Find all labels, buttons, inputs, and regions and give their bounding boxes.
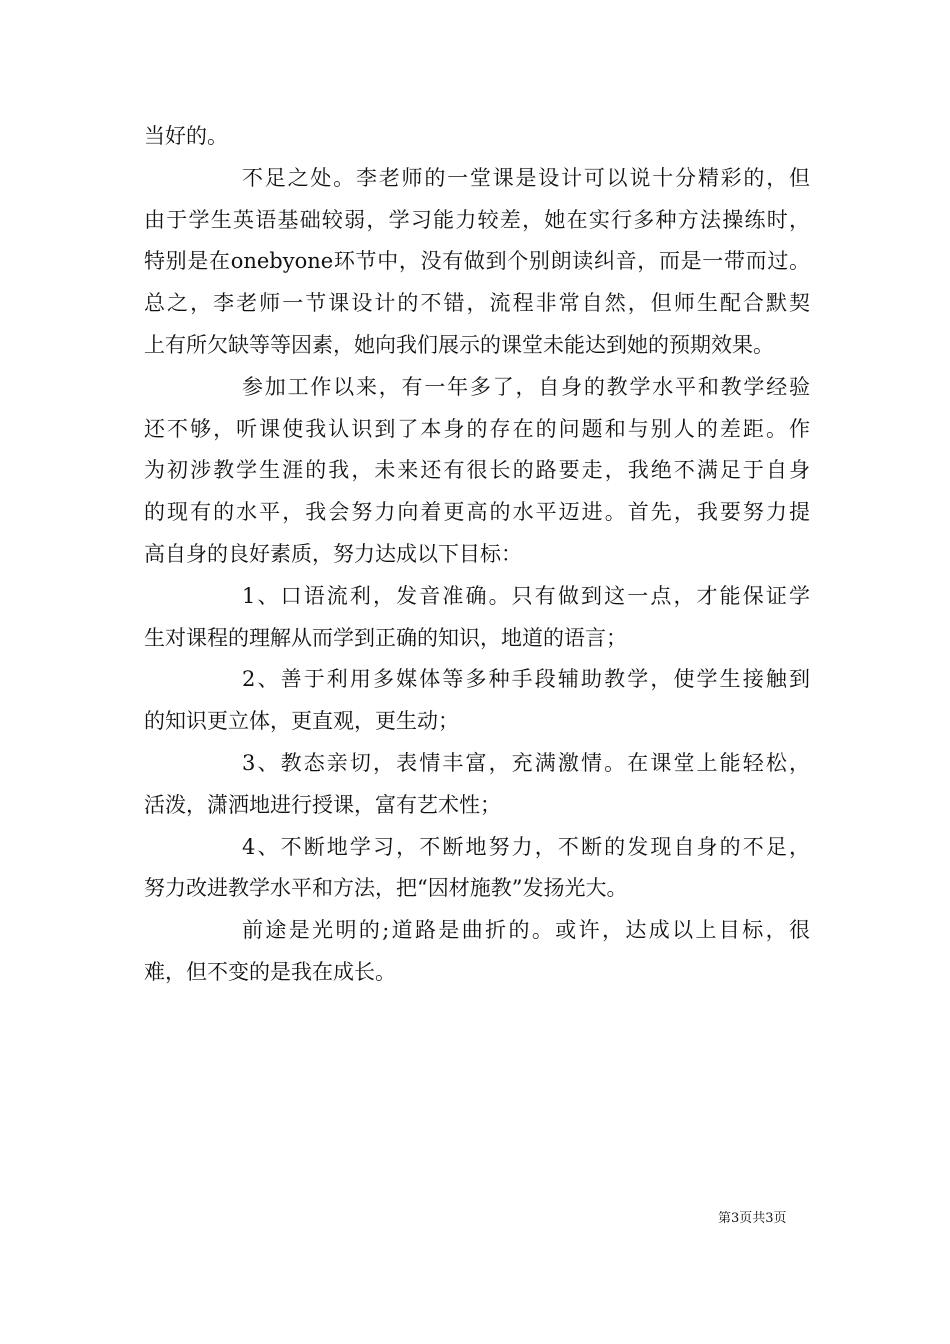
list-item-line: 3、教态亲切，表情丰富，充满激情。在课堂上能轻松，	[242, 750, 810, 775]
list-item-line: 1、口语流利，发音准确。只有做到这一点，才能保证学	[242, 583, 810, 608]
text-line: 上有所欠缺等等因素，她向我们展示的课堂未能达到她的预期效果。	[144, 332, 774, 357]
text-line: 生对课程的理解从而学到正确的知识，地道的语言；	[144, 625, 627, 650]
document-body	[144, 116, 810, 994]
text-line: 的现有的水平，我会努力向着更高的水平迈进。首先，我要努力提	[144, 500, 810, 525]
text-line: 由于学生英语基础较弱，学习能力较差，她在实行多种方法操练时，	[144, 207, 810, 232]
text-line: 努力改进教学水平和方法，把“因材施教”发扬光大。	[144, 876, 628, 901]
text-line: 的知识更立体，更直观，更生动；	[144, 709, 459, 734]
text-line: 活泼，潇洒地进行授课，富有艺术性；	[144, 792, 501, 817]
text-line: 当好的。	[144, 124, 228, 148]
paragraph-start-line: 不足之处。李老师的一堂课是设计可以说十分精彩的，但	[242, 165, 810, 190]
paragraph-start-line: 参加工作以来，有一年多了，自身的教学水平和教学经验	[242, 374, 810, 399]
list-item-line: 2、善于利用多媒体等多种手段辅助教学，使学生接触到	[242, 667, 810, 692]
text-line: 总之，李老师一节课设计的不错，流程非常自然，但师生配合默契	[144, 291, 810, 316]
text-line: 还不够，听课使我认识到了本身的存在的问题和与别人的差距。作	[144, 416, 810, 441]
text-line: 特别是在onebyone环节中，没有做到个别朗读纠音，而是一带而过。	[144, 249, 810, 274]
paragraph-start-line: 前途是光明的;道路是曲折的。或许，达成以上目标，很	[242, 918, 810, 943]
page-number-footer: 第3页共3页	[718, 1211, 787, 1226]
list-item-line: 4、不断地学习，不断地努力，不断的发现自身的不足，	[242, 834, 810, 859]
text-line: 难，但不变的是我在成长。	[144, 959, 396, 984]
text-line: 为初涉教学生涯的我，未来还有很长的路要走，我绝不满足于自身	[144, 458, 810, 483]
text-line: 高自身的良好素质，努力达成以下目标：	[144, 541, 522, 566]
